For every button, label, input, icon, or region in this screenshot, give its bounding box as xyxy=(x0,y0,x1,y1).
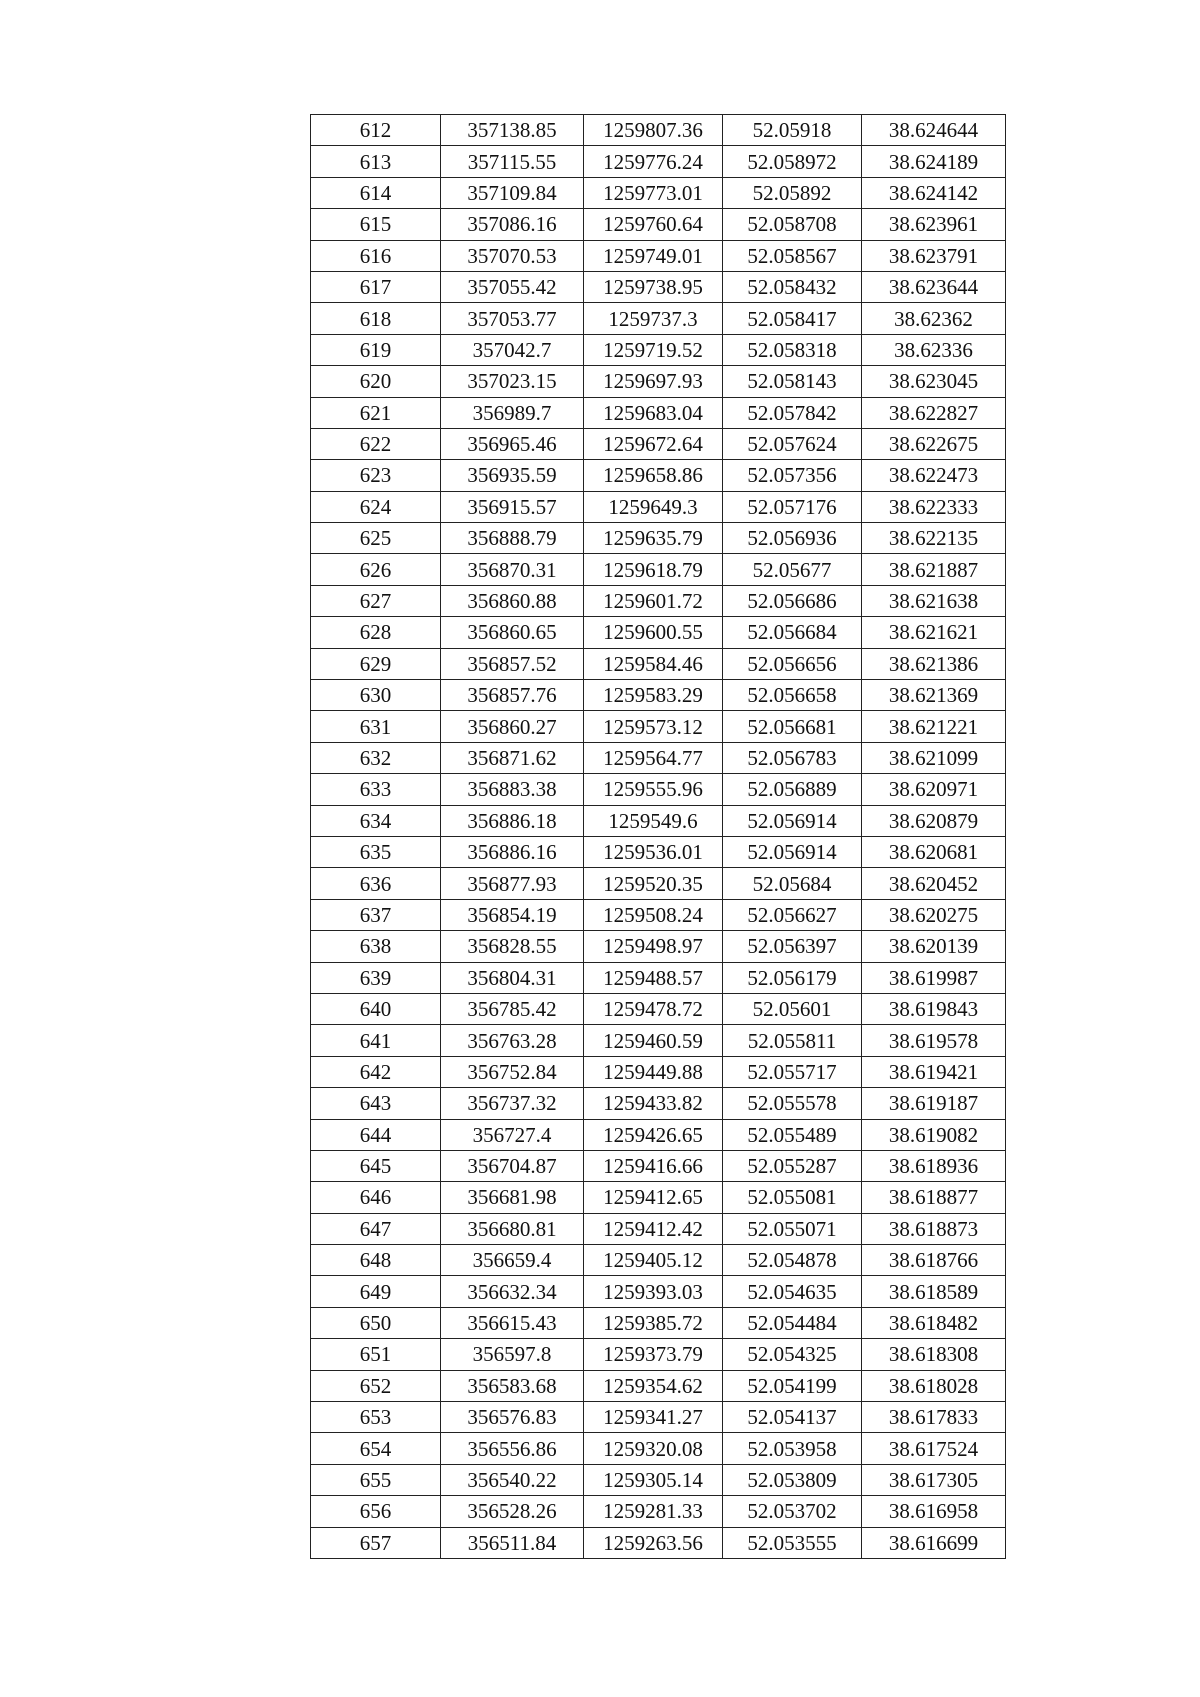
latitude-cell: 52.054635 xyxy=(723,1276,862,1307)
table-row xyxy=(311,711,1006,742)
latitude-cell: 52.056686 xyxy=(723,585,862,616)
longitude-cell: 38.621386 xyxy=(862,648,1006,679)
longitude-cell: 38.620879 xyxy=(862,805,1006,836)
point-number-cell: 631 xyxy=(311,711,441,742)
y-coordinate-cell: 1259773.01 xyxy=(584,177,723,208)
latitude-cell: 52.054137 xyxy=(723,1402,862,1433)
x-coordinate-cell: 356886.18 xyxy=(441,805,584,836)
table-row xyxy=(311,1150,1006,1181)
latitude-cell: 52.055071 xyxy=(723,1213,862,1244)
longitude-cell: 38.624644 xyxy=(862,115,1006,146)
point-number-cell: 623 xyxy=(311,460,441,491)
point-number-cell: 653 xyxy=(311,1402,441,1433)
longitude-cell: 38.623791 xyxy=(862,240,1006,271)
point-number-cell: 630 xyxy=(311,680,441,711)
longitude-cell: 38.624142 xyxy=(862,177,1006,208)
point-number-cell: 645 xyxy=(311,1150,441,1181)
x-coordinate-cell: 356680.81 xyxy=(441,1213,584,1244)
point-number-cell: 643 xyxy=(311,1088,441,1119)
point-number-cell: 652 xyxy=(311,1370,441,1401)
x-coordinate-cell: 356583.68 xyxy=(441,1370,584,1401)
latitude-cell: 52.05892 xyxy=(723,177,862,208)
longitude-cell: 38.616958 xyxy=(862,1496,1006,1527)
longitude-cell: 38.622675 xyxy=(862,428,1006,459)
x-coordinate-cell: 357023.15 xyxy=(441,366,584,397)
latitude-cell: 52.055489 xyxy=(723,1119,862,1150)
table-row xyxy=(311,240,1006,271)
point-number-cell: 634 xyxy=(311,805,441,836)
latitude-cell: 52.054878 xyxy=(723,1245,862,1276)
longitude-cell: 38.619843 xyxy=(862,993,1006,1024)
longitude-cell: 38.62362 xyxy=(862,303,1006,334)
table-row xyxy=(311,334,1006,365)
x-coordinate-cell: 356556.86 xyxy=(441,1433,584,1464)
y-coordinate-cell: 1259373.79 xyxy=(584,1339,723,1370)
x-coordinate-cell: 356681.98 xyxy=(441,1182,584,1213)
x-coordinate-cell: 356576.83 xyxy=(441,1402,584,1433)
point-number-cell: 640 xyxy=(311,993,441,1024)
x-coordinate-cell: 356871.62 xyxy=(441,742,584,773)
x-coordinate-cell: 357042.7 xyxy=(441,334,584,365)
longitude-cell: 38.622135 xyxy=(862,523,1006,554)
latitude-cell: 52.055578 xyxy=(723,1088,862,1119)
longitude-cell: 38.617524 xyxy=(862,1433,1006,1464)
latitude-cell: 52.05677 xyxy=(723,554,862,585)
latitude-cell: 52.056889 xyxy=(723,774,862,805)
longitude-cell: 38.620275 xyxy=(862,899,1006,930)
y-coordinate-cell: 1259672.64 xyxy=(584,428,723,459)
x-coordinate-cell: 356727.4 xyxy=(441,1119,584,1150)
y-coordinate-cell: 1259549.6 xyxy=(584,805,723,836)
point-number-cell: 646 xyxy=(311,1182,441,1213)
x-coordinate-cell: 356854.19 xyxy=(441,899,584,930)
point-number-cell: 614 xyxy=(311,177,441,208)
longitude-cell: 38.622827 xyxy=(862,397,1006,428)
point-number-cell: 649 xyxy=(311,1276,441,1307)
x-coordinate-cell: 356860.65 xyxy=(441,617,584,648)
longitude-cell: 38.621369 xyxy=(862,680,1006,711)
y-coordinate-cell: 1259658.86 xyxy=(584,460,723,491)
x-coordinate-cell: 356511.84 xyxy=(441,1527,584,1558)
table-body xyxy=(311,115,1006,1559)
point-number-cell: 648 xyxy=(311,1245,441,1276)
y-coordinate-cell: 1259393.03 xyxy=(584,1276,723,1307)
point-number-cell: 618 xyxy=(311,303,441,334)
point-number-cell: 617 xyxy=(311,271,441,302)
table-row xyxy=(311,585,1006,616)
table-row xyxy=(311,868,1006,899)
latitude-cell: 52.05918 xyxy=(723,115,862,146)
longitude-cell: 38.620681 xyxy=(862,836,1006,867)
latitude-cell: 52.057356 xyxy=(723,460,862,491)
y-coordinate-cell: 1259536.01 xyxy=(584,836,723,867)
x-coordinate-cell: 356965.46 xyxy=(441,428,584,459)
latitude-cell: 52.054199 xyxy=(723,1370,862,1401)
table-row xyxy=(311,1433,1006,1464)
latitude-cell: 52.057842 xyxy=(723,397,862,428)
latitude-cell: 52.058318 xyxy=(723,334,862,365)
y-coordinate-cell: 1259807.36 xyxy=(584,115,723,146)
longitude-cell: 38.617305 xyxy=(862,1464,1006,1495)
table-row xyxy=(311,1056,1006,1087)
point-number-cell: 655 xyxy=(311,1464,441,1495)
longitude-cell: 38.620139 xyxy=(862,931,1006,962)
table-row xyxy=(311,271,1006,302)
latitude-cell: 52.05684 xyxy=(723,868,862,899)
y-coordinate-cell: 1259281.33 xyxy=(584,1496,723,1527)
latitude-cell: 52.056914 xyxy=(723,836,862,867)
y-coordinate-cell: 1259749.01 xyxy=(584,240,723,271)
point-number-cell: 628 xyxy=(311,617,441,648)
table-row xyxy=(311,1088,1006,1119)
point-number-cell: 642 xyxy=(311,1056,441,1087)
y-coordinate-cell: 1259488.57 xyxy=(584,962,723,993)
x-coordinate-cell: 356857.76 xyxy=(441,680,584,711)
table-row xyxy=(311,836,1006,867)
table-row xyxy=(311,962,1006,993)
x-coordinate-cell: 356860.88 xyxy=(441,585,584,616)
latitude-cell: 52.058417 xyxy=(723,303,862,334)
point-number-cell: 619 xyxy=(311,334,441,365)
latitude-cell: 52.055081 xyxy=(723,1182,862,1213)
latitude-cell: 52.05601 xyxy=(723,993,862,1024)
point-number-cell: 637 xyxy=(311,899,441,930)
table-row xyxy=(311,742,1006,773)
latitude-cell: 52.053702 xyxy=(723,1496,862,1527)
table-row xyxy=(311,1182,1006,1213)
y-coordinate-cell: 1259385.72 xyxy=(584,1307,723,1338)
point-number-cell: 629 xyxy=(311,648,441,679)
latitude-cell: 52.056656 xyxy=(723,648,862,679)
point-number-cell: 636 xyxy=(311,868,441,899)
x-coordinate-cell: 356860.27 xyxy=(441,711,584,742)
x-coordinate-cell: 357115.55 xyxy=(441,146,584,177)
y-coordinate-cell: 1259520.35 xyxy=(584,868,723,899)
longitude-cell: 38.619421 xyxy=(862,1056,1006,1087)
x-coordinate-cell: 356763.28 xyxy=(441,1025,584,1056)
x-coordinate-cell: 356886.16 xyxy=(441,836,584,867)
x-coordinate-cell: 356704.87 xyxy=(441,1150,584,1181)
y-coordinate-cell: 1259320.08 xyxy=(584,1433,723,1464)
point-number-cell: 654 xyxy=(311,1433,441,1464)
longitude-cell: 38.618589 xyxy=(862,1276,1006,1307)
table-row xyxy=(311,1119,1006,1150)
latitude-cell: 52.056397 xyxy=(723,931,862,962)
latitude-cell: 52.055717 xyxy=(723,1056,862,1087)
table-row xyxy=(311,1464,1006,1495)
latitude-cell: 52.058708 xyxy=(723,209,862,240)
longitude-cell: 38.624189 xyxy=(862,146,1006,177)
y-coordinate-cell: 1259416.66 xyxy=(584,1150,723,1181)
x-coordinate-cell: 356632.34 xyxy=(441,1276,584,1307)
latitude-cell: 52.054325 xyxy=(723,1339,862,1370)
table-row xyxy=(311,460,1006,491)
point-number-cell: 615 xyxy=(311,209,441,240)
longitude-cell: 38.618766 xyxy=(862,1245,1006,1276)
x-coordinate-cell: 356737.32 xyxy=(441,1088,584,1119)
x-coordinate-cell: 356615.43 xyxy=(441,1307,584,1338)
latitude-cell: 52.054484 xyxy=(723,1307,862,1338)
point-number-cell: 624 xyxy=(311,491,441,522)
longitude-cell: 38.622473 xyxy=(862,460,1006,491)
table-row xyxy=(311,1213,1006,1244)
longitude-cell: 38.619987 xyxy=(862,962,1006,993)
y-coordinate-cell: 1259584.46 xyxy=(584,648,723,679)
table-row xyxy=(311,617,1006,648)
point-number-cell: 627 xyxy=(311,585,441,616)
longitude-cell: 38.618877 xyxy=(862,1182,1006,1213)
latitude-cell: 52.056179 xyxy=(723,962,862,993)
x-coordinate-cell: 356883.38 xyxy=(441,774,584,805)
x-coordinate-cell: 357086.16 xyxy=(441,209,584,240)
x-coordinate-cell: 357055.42 xyxy=(441,271,584,302)
longitude-cell: 38.618936 xyxy=(862,1150,1006,1181)
longitude-cell: 38.618482 xyxy=(862,1307,1006,1338)
table-row xyxy=(311,146,1006,177)
longitude-cell: 38.618873 xyxy=(862,1213,1006,1244)
table-row xyxy=(311,303,1006,334)
table-row xyxy=(311,209,1006,240)
point-number-cell: 612 xyxy=(311,115,441,146)
x-coordinate-cell: 356528.26 xyxy=(441,1496,584,1527)
table-row xyxy=(311,1276,1006,1307)
table-row xyxy=(311,1245,1006,1276)
y-coordinate-cell: 1259649.3 xyxy=(584,491,723,522)
longitude-cell: 38.616699 xyxy=(862,1527,1006,1558)
latitude-cell: 52.053809 xyxy=(723,1464,862,1495)
y-coordinate-cell: 1259719.52 xyxy=(584,334,723,365)
y-coordinate-cell: 1259600.55 xyxy=(584,617,723,648)
y-coordinate-cell: 1259737.3 xyxy=(584,303,723,334)
longitude-cell: 38.619578 xyxy=(862,1025,1006,1056)
point-number-cell: 622 xyxy=(311,428,441,459)
x-coordinate-cell: 356752.84 xyxy=(441,1056,584,1087)
point-number-cell: 641 xyxy=(311,1025,441,1056)
point-number-cell: 657 xyxy=(311,1527,441,1558)
longitude-cell: 38.621099 xyxy=(862,742,1006,773)
longitude-cell: 38.622333 xyxy=(862,491,1006,522)
longitude-cell: 38.623644 xyxy=(862,271,1006,302)
point-number-cell: 616 xyxy=(311,240,441,271)
x-coordinate-cell: 356888.79 xyxy=(441,523,584,554)
x-coordinate-cell: 357070.53 xyxy=(441,240,584,271)
x-coordinate-cell: 357138.85 xyxy=(441,115,584,146)
x-coordinate-cell: 356857.52 xyxy=(441,648,584,679)
point-number-cell: 639 xyxy=(311,962,441,993)
latitude-cell: 52.056658 xyxy=(723,680,862,711)
longitude-cell: 38.623045 xyxy=(862,366,1006,397)
latitude-cell: 52.057624 xyxy=(723,428,862,459)
longitude-cell: 38.62336 xyxy=(862,334,1006,365)
point-number-cell: 613 xyxy=(311,146,441,177)
y-coordinate-cell: 1259405.12 xyxy=(584,1245,723,1276)
y-coordinate-cell: 1259601.72 xyxy=(584,585,723,616)
y-coordinate-cell: 1259618.79 xyxy=(584,554,723,585)
y-coordinate-cell: 1259412.42 xyxy=(584,1213,723,1244)
table-row xyxy=(311,554,1006,585)
y-coordinate-cell: 1259449.88 xyxy=(584,1056,723,1087)
latitude-cell: 52.056936 xyxy=(723,523,862,554)
latitude-cell: 52.058972 xyxy=(723,146,862,177)
point-number-cell: 626 xyxy=(311,554,441,585)
coordinate-table xyxy=(310,114,1006,1559)
longitude-cell: 38.623961 xyxy=(862,209,1006,240)
y-coordinate-cell: 1259433.82 xyxy=(584,1088,723,1119)
point-number-cell: 650 xyxy=(311,1307,441,1338)
point-number-cell: 632 xyxy=(311,742,441,773)
x-coordinate-cell: 356915.57 xyxy=(441,491,584,522)
x-coordinate-cell: 356989.7 xyxy=(441,397,584,428)
table-row xyxy=(311,428,1006,459)
y-coordinate-cell: 1259354.62 xyxy=(584,1370,723,1401)
y-coordinate-cell: 1259508.24 xyxy=(584,899,723,930)
x-coordinate-cell: 357109.84 xyxy=(441,177,584,208)
longitude-cell: 38.618028 xyxy=(862,1370,1006,1401)
longitude-cell: 38.620971 xyxy=(862,774,1006,805)
table-row xyxy=(311,397,1006,428)
point-number-cell: 633 xyxy=(311,774,441,805)
table-row xyxy=(311,648,1006,679)
y-coordinate-cell: 1259564.77 xyxy=(584,742,723,773)
longitude-cell: 38.617833 xyxy=(862,1402,1006,1433)
longitude-cell: 38.621638 xyxy=(862,585,1006,616)
y-coordinate-cell: 1259635.79 xyxy=(584,523,723,554)
y-coordinate-cell: 1259460.59 xyxy=(584,1025,723,1056)
latitude-cell: 52.055811 xyxy=(723,1025,862,1056)
longitude-cell: 38.619187 xyxy=(862,1088,1006,1119)
y-coordinate-cell: 1259738.95 xyxy=(584,271,723,302)
point-number-cell: 644 xyxy=(311,1119,441,1150)
y-coordinate-cell: 1259341.27 xyxy=(584,1402,723,1433)
point-number-cell: 651 xyxy=(311,1339,441,1370)
x-coordinate-cell: 356804.31 xyxy=(441,962,584,993)
latitude-cell: 52.056627 xyxy=(723,899,862,930)
table-row xyxy=(311,993,1006,1024)
latitude-cell: 52.058432 xyxy=(723,271,862,302)
table-row xyxy=(311,177,1006,208)
latitude-cell: 52.058567 xyxy=(723,240,862,271)
y-coordinate-cell: 1259697.93 xyxy=(584,366,723,397)
longitude-cell: 38.618308 xyxy=(862,1339,1006,1370)
y-coordinate-cell: 1259412.65 xyxy=(584,1182,723,1213)
table-row xyxy=(311,680,1006,711)
x-coordinate-cell: 357053.77 xyxy=(441,303,584,334)
latitude-cell: 52.053958 xyxy=(723,1433,862,1464)
longitude-cell: 38.621621 xyxy=(862,617,1006,648)
y-coordinate-cell: 1259760.64 xyxy=(584,209,723,240)
point-number-cell: 647 xyxy=(311,1213,441,1244)
latitude-cell: 52.056684 xyxy=(723,617,862,648)
y-coordinate-cell: 1259583.29 xyxy=(584,680,723,711)
x-coordinate-cell: 356828.55 xyxy=(441,931,584,962)
table-row xyxy=(311,1402,1006,1433)
y-coordinate-cell: 1259683.04 xyxy=(584,397,723,428)
table-row xyxy=(311,1370,1006,1401)
latitude-cell: 52.057176 xyxy=(723,491,862,522)
table-row xyxy=(311,1307,1006,1338)
longitude-cell: 38.619082 xyxy=(862,1119,1006,1150)
latitude-cell: 52.058143 xyxy=(723,366,862,397)
table-row xyxy=(311,1496,1006,1527)
table-row xyxy=(311,1527,1006,1558)
latitude-cell: 52.056914 xyxy=(723,805,862,836)
point-number-cell: 635 xyxy=(311,836,441,867)
latitude-cell: 52.056783 xyxy=(723,742,862,773)
table-row xyxy=(311,491,1006,522)
table-row xyxy=(311,805,1006,836)
table-row xyxy=(311,774,1006,805)
longitude-cell: 38.621221 xyxy=(862,711,1006,742)
y-coordinate-cell: 1259426.65 xyxy=(584,1119,723,1150)
y-coordinate-cell: 1259498.97 xyxy=(584,931,723,962)
y-coordinate-cell: 1259555.96 xyxy=(584,774,723,805)
x-coordinate-cell: 356540.22 xyxy=(441,1464,584,1495)
table-row xyxy=(311,931,1006,962)
y-coordinate-cell: 1259478.72 xyxy=(584,993,723,1024)
y-coordinate-cell: 1259263.56 xyxy=(584,1527,723,1558)
table-row xyxy=(311,366,1006,397)
x-coordinate-cell: 356597.8 xyxy=(441,1339,584,1370)
x-coordinate-cell: 356870.31 xyxy=(441,554,584,585)
latitude-cell: 52.055287 xyxy=(723,1150,862,1181)
table-row xyxy=(311,115,1006,146)
latitude-cell: 52.056681 xyxy=(723,711,862,742)
y-coordinate-cell: 1259776.24 xyxy=(584,146,723,177)
point-number-cell: 656 xyxy=(311,1496,441,1527)
table-row xyxy=(311,1025,1006,1056)
x-coordinate-cell: 356935.59 xyxy=(441,460,584,491)
latitude-cell: 52.053555 xyxy=(723,1527,862,1558)
x-coordinate-cell: 356659.4 xyxy=(441,1245,584,1276)
point-number-cell: 620 xyxy=(311,366,441,397)
table-row xyxy=(311,899,1006,930)
longitude-cell: 38.621887 xyxy=(862,554,1006,585)
y-coordinate-cell: 1259573.12 xyxy=(584,711,723,742)
x-coordinate-cell: 356785.42 xyxy=(441,993,584,1024)
point-number-cell: 621 xyxy=(311,397,441,428)
table-row xyxy=(311,523,1006,554)
longitude-cell: 38.620452 xyxy=(862,868,1006,899)
table-row xyxy=(311,1339,1006,1370)
y-coordinate-cell: 1259305.14 xyxy=(584,1464,723,1495)
point-number-cell: 625 xyxy=(311,523,441,554)
point-number-cell: 638 xyxy=(311,931,441,962)
x-coordinate-cell: 356877.93 xyxy=(441,868,584,899)
